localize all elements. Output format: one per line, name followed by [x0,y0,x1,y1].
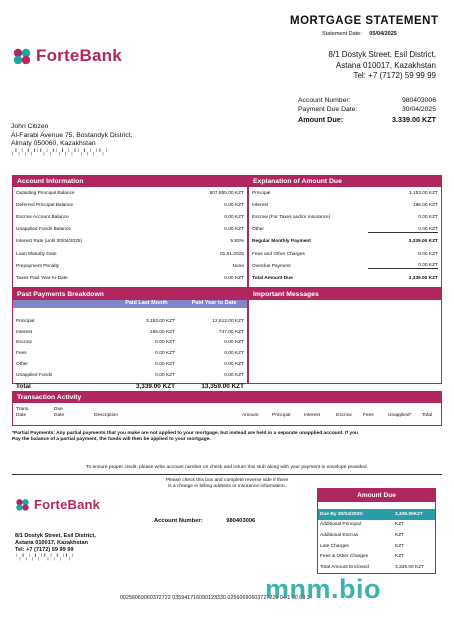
row-label: Principal [252,190,271,196]
row-value: KZT [395,543,405,549]
account-information-title: Account Information [13,176,247,187]
row-value: 5.93% [230,239,244,245]
row-label: Prepayment Penalty [16,263,60,269]
amount-due-row [318,509,435,520]
row-value: 0.00 KZT [368,227,438,233]
paid-year-to-date: 0.00 KZT [224,372,244,378]
row-label: Deferred Principal Balance [16,202,74,208]
row-label: Overdue Payment [252,263,291,269]
explanation-row [249,199,441,211]
paid-last-month: 0.00 KZT [155,372,176,378]
past-payments-panel [12,288,248,390]
bank-logo [12,45,122,67]
paid-last-month: 186.00 KZT [149,329,176,335]
row-label: Unapplied Funds Balance [16,227,71,233]
stub-bank-logo [15,495,100,513]
paid-last-month: 0.00 KZT [155,340,176,346]
explanation-row [249,272,441,284]
row-label: Total [16,382,31,390]
transaction-activity-title: Transaction Activity [13,392,441,403]
explanation-row [249,236,441,248]
row-value: 01.01.2025 [219,251,244,257]
explanation-panel [248,175,442,288]
row-label: Other [16,362,28,368]
row-label: Interest [16,329,32,335]
row-label: Late Charges [320,543,349,549]
account-info-row [13,272,247,284]
row-value: 3,339.00 KZT [408,239,438,245]
payment-due-date: 30/04/2025 [401,106,436,114]
paid-last-month: 0.00 KZT [155,351,176,357]
row-label: Taxes Paid Year-to-Date [16,275,68,281]
important-messages-title: Important Messages [249,289,441,300]
row-value: 0.00 KZT [418,214,438,220]
row-value: 3,339.00 KZT [395,564,425,570]
row-value: 507,855.00 KZT [209,190,244,196]
row-label: Additional Escrow [320,532,359,538]
paid-year-to-date: 747.00 KZT [218,329,244,335]
paid-year-to-date: 0.00 KZT [224,351,244,357]
row-value: KZT [395,532,405,538]
bank-name: ForteBank [36,46,122,65]
stub-bank-address: 8/1 Dostyk Street, Esil District, Astana 010017, Kazakhstan Tel: +7 (7172) 59 99 99 ╵╷╹╷╵╷╹╷╵╹╷╵╷╹╷╵╹╷╵ [15,533,96,561]
row-label: Due By 30/04/2025: [320,511,364,517]
explanation-title: Explanation of Amount Due [249,176,441,187]
stub-bank-name: ForteBank [34,496,101,512]
past-payment-row [13,370,247,381]
paid-last-month: 0.00 KZT [155,362,176,368]
paid-last-month: 3,153.00 KZT [145,318,176,324]
amount-due-box [317,488,436,574]
row-value: 3,339.00 KZT [408,275,438,281]
explanation-row [249,248,441,260]
account-info-row [13,248,247,260]
partial-payments-note: *Partial Payments: Any partial payments that you make are not applied to your mortgage, but instead are held in a separate unapplied account. If you Pay the balance of a partial payment, the funds will then be applied to your mortgage. [12,431,359,442]
row-value: None [232,263,244,269]
past-payments-column-headers: Paid Last Month Paid Year to Date [13,300,247,308]
customer-name: John Citizen [11,123,49,130]
amount-due-row [318,551,435,562]
explanation-row [249,224,441,236]
row-value: 186.00 KZT [412,202,438,208]
row-label: Escrow [16,340,32,346]
postal-barcode: ╷╹╷╵╷╹╷╹╵╹╷╵╷╹╵╷╹╷╵╷╹╵╷╹╷╵╷╵╹╷╵ [11,149,108,156]
row-label: Escrow Account Balance [16,214,69,220]
account-info-row [13,224,247,236]
row-value: 0.00 KZT [368,263,438,269]
stub-divider [12,474,442,475]
row-value: 3,153.00 KZT [408,190,438,196]
past-payment-row [13,338,247,349]
amount-due-title: Amount Due [318,489,435,502]
row-label: Total Amount Due [252,275,293,281]
account-info-row [13,187,247,199]
account-info-row [13,199,247,211]
statement-date-value: 05/04/2025 [369,31,397,37]
amount-due-row [318,562,435,573]
row-label: Regular Monthly Payment [252,239,311,245]
row-value: 0.00 KZT [224,275,244,281]
row-label: Interest Rate (until 30/04/2025) [16,239,83,245]
address-change-notice: Please check this box and complete reverse side if there is a change in billing address or insurance information. [165,478,289,489]
stub-postal-barcode: ╵╷╹╷╵╷╹╷╵╹╷╵╷╹╷╵╹╷╵ [15,554,75,561]
row-label: Fees & Other Charges [320,554,368,560]
account-summary: Account Number: 980403006 Payment Due Date: 30/04/2025 Amount Due: 3.339.00 KZT [298,97,436,124]
row-label: Total Amount Enclosed [320,564,369,570]
row-value: KZT [395,522,405,528]
row-label: Outsiding Principal Balance [16,190,75,196]
fortebank-logo-icon [12,46,32,66]
account-info-row [13,211,247,223]
customer-address: John Citizen Al-Farabi Avenue 75, Bostandyk District, Almaty 050060, Kazakhstan ╷╹╷╵╷╹╷╹╵╹╷╵╷╹╵╷╹╷╵╷╹╵╷╹╷╵╷╵╹╷╵ [11,123,133,156]
account-info-row [13,236,247,248]
account-information-panel [12,175,248,288]
past-payment-row [13,348,247,359]
important-messages-panel [248,288,442,384]
row-value: 0.00 KZT [418,251,438,257]
amount-due-row [318,520,435,531]
statement-title: MORTGAGE STATEMENT [290,15,439,27]
bank-address: 8/1 Dostyk Street, Esil District, Astana 010017, Kazakhstan Tel: +7 (7172) 59 99 99 [328,50,436,80]
row-label: Fees [16,351,27,357]
paid-year-to-date: 0.00 KZT [224,362,244,368]
row-value: 0.00 KZT [224,214,244,220]
transaction-activity-panel [12,391,442,426]
row-label: Unapplied Funds [16,372,53,378]
watermark: mnm.bio [265,574,381,604]
amount-due: 3.339.00 KZT [392,114,436,124]
row-label: Interest [252,202,268,208]
row-label: Other [252,227,264,233]
explanation-row [249,211,441,223]
past-payment-row [13,327,247,338]
explanation-row [249,260,441,272]
fortebank-logo-icon [15,497,30,512]
row-value: KZT [395,554,405,560]
past-payments-title: Past Payments Breakdown [13,289,247,300]
explanation-row [249,187,441,199]
account-info-row [13,260,247,272]
stub-account-number: Account Number: 980403006 [154,518,256,524]
amount-due-row [318,530,435,541]
row-label: Fees and Other Charges [252,251,305,257]
past-payment-row [13,381,247,392]
transaction-column-headers: Trans. Date Due Date Description Amount Principal Interest Escrow Fees Unapplied* Total [16,407,433,418]
statement-date: Statement Date: 05/04/2025 [322,31,397,37]
paid-last-month: 3,339.00 KZT [135,382,176,390]
account-number: 980403006 [401,97,436,104]
paid-year-to-date: 12,612.00 KZT [212,318,244,324]
paid-year-to-date: 0.00 KZT [224,340,244,346]
row-value: 0.00 KZT [224,202,244,208]
row-label: Escrow (For Taxes and/or insurance) [252,214,331,220]
row-value: 0.00 KZT [224,227,244,233]
past-payment-row [13,316,247,327]
past-payment-row [13,359,247,370]
row-label: Loan Maturity Date [16,251,57,257]
amount-due-row [318,541,435,552]
row-value: 3,339.00KZT [395,511,423,517]
paid-year-to-date: 13,359.00 KZT [201,382,244,390]
ocr-scanline: 00256069060372722 035941716090123330 02560690603727220 04 1 00 03 3 [120,595,310,601]
row-label: Principal [16,318,35,324]
stub-instruction: To ensure proper credit, please write account number on check and return this stub along with your payment in envelope provided. [86,465,368,470]
row-label: Additional Principal [320,522,361,528]
